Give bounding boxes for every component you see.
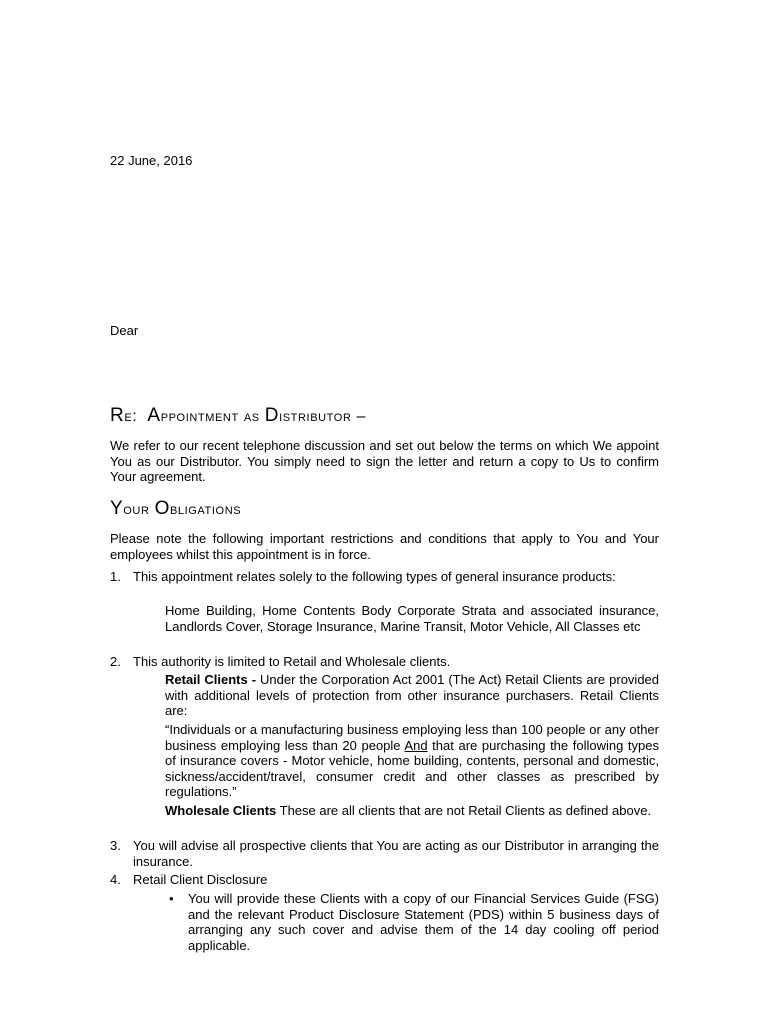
wholesale-clients-label: Wholesale Clients [165, 803, 277, 818]
obligations-cap-2: O [154, 498, 170, 519]
item-number: 2. [110, 654, 121, 669]
quote-before: “Individuals or a manufacturing business employing less than 100 people or any other business employing less than 20 people [165, 722, 659, 753]
retail-clients-label: Retail Clients - [165, 672, 257, 687]
obligations-heading [110, 499, 241, 520]
item-number: 3. [110, 838, 121, 853]
quote-after: that are purchasing the following types of insurance covers - Motor vehicle, home building, contents, personal and domestic, sickness/accident/travel, consumer credit and other classes as prescribed by regulations.” [165, 737, 660, 800]
item-1-detail: Home Building, Home Contents Body Corporate Strata and associated insurance, Landlords Cover, Storage Insurance, Marine Transit, Motor Vehicle, All Classes etc [165, 603, 659, 634]
intro-paragraph: We refer to our recent telephone discussion and set out below the terms on which We appoint You as our Distributor. You simply need to sign the letter and return a copy to Us to confirm Your agreement. [110, 438, 659, 485]
retail-disclosure-bullet: You will provide these Clients with a copy of our Financial Services Guide (FSG) and the relevant Product Disclosure Statement (PDS) within 5 business days of arranging any such cover and advise them of the 14 day cooling off period applicable. [188, 891, 659, 953]
letter-date: 22 June, 2016 [110, 153, 193, 168]
subject-re-cap: R [110, 405, 125, 426]
obligations-intro: Please note the following important restrictions and conditions that apply to You and Your employees whilst this appointment is in force. [110, 531, 659, 562]
obligations-cap-1: Y [110, 498, 124, 519]
quote-underlined: And [404, 737, 428, 753]
item-number: 1. [110, 569, 121, 584]
item-3-text: You will advise all prospective clients that You are acting as our Distributor in arranging the insurance. [133, 838, 659, 869]
obligations-rest-1: our [123, 501, 155, 518]
salutation: Dear [110, 323, 139, 338]
item-4-text: Retail Client Disclosure [133, 872, 268, 887]
subject-title-rest-1: ppointment as [160, 408, 265, 425]
item-1-text [133, 569, 659, 585]
subject-re-rest: e: [124, 408, 138, 425]
subject-title-rest-2: istributor – [279, 408, 367, 425]
subject-heading [110, 406, 366, 427]
retail-clients-quote [165, 722, 659, 800]
item-number: 4. [110, 872, 121, 887]
subject-title-cap-1: A [147, 405, 161, 426]
retail-clients-text: Under the Corporation Act 2001 (The Act) Retail Clients are provided with additional levels of protection from other insurance purchasers. Retail Clients are: [165, 672, 660, 719]
wholesale-clients-paragraph [165, 803, 659, 819]
item-1-text-span: This appointment relates solely to the following types of general insurance products: [133, 569, 616, 584]
item-2-text: This authority is limited to Retail and Wholesale clients. [133, 654, 451, 669]
bullet-icon: • [169, 891, 174, 906]
retail-clients-paragraph [165, 672, 659, 719]
wholesale-clients-text: These are all clients that are not Retail Clients as defined above. [276, 803, 652, 818]
subject-title-cap-2: D [264, 405, 280, 426]
obligations-rest-2: bligations [169, 501, 242, 518]
